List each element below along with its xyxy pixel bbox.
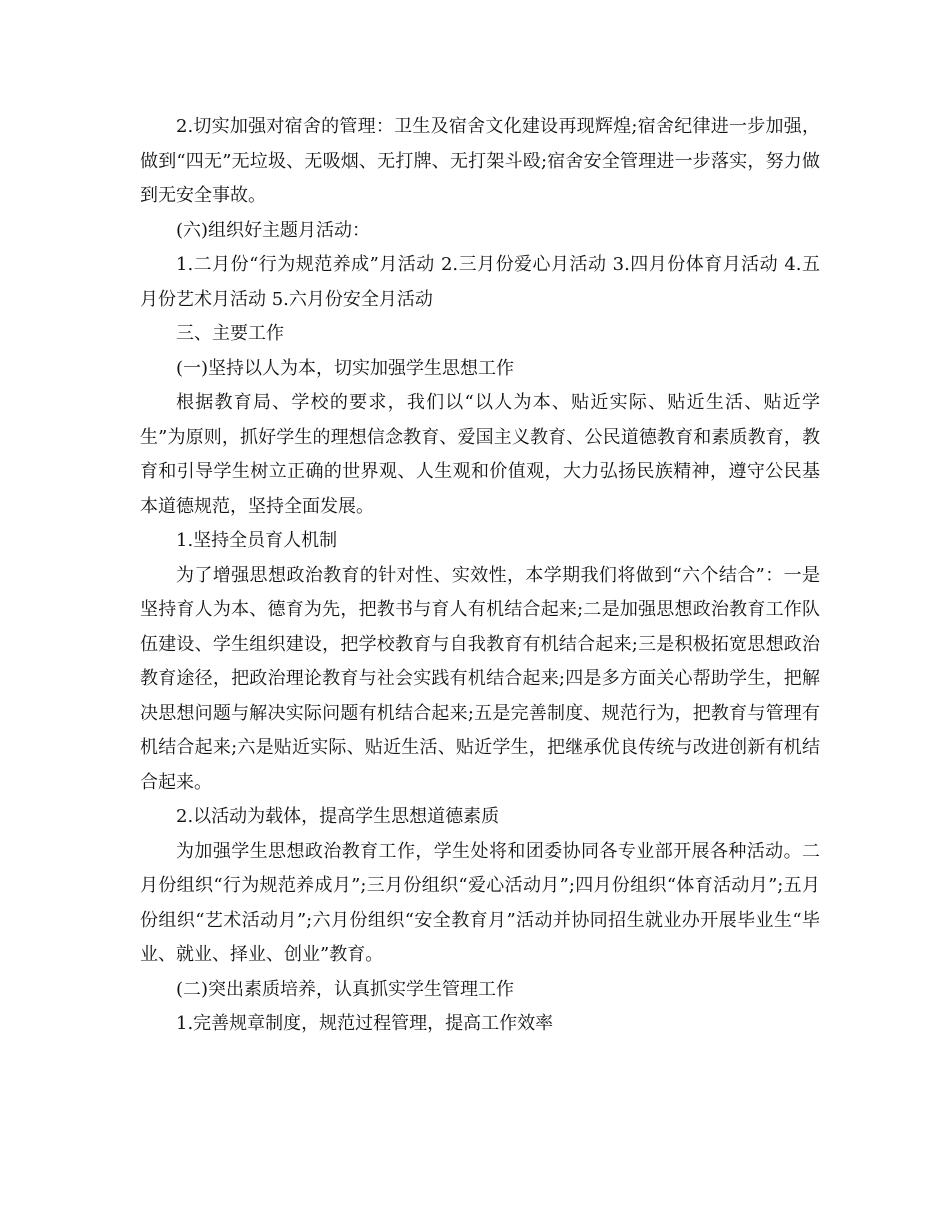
section-heading-main-work: 三、主要工作: [176, 323, 284, 344]
paragraph-six-combinations: 为了增强思想政治教育的针对性、实效性，本学期我们将做到“六个结合”：一是坚持育人为本、德育为先，把教书与育人有机结合起来;二是加强思想政治教育工作队伍建设、学生组织建设，把学校教育与自我教育有机结合起来;三是积极拓宽思想政治教育途径，把政治理论教育与社会实践有机结合起来;四是多方面关心帮助学生，把解决思想问题与解决实际问题有机结合起来;五是完善制度、规范行为，把教育与管理有机结合起来;六是贴近实际、贴近生活、贴近学生，把继承优良传统与改进创新有机结合起来。: [140, 564, 820, 793]
subsection-heading-quality-training: (二)突出素质培养，认真抓实学生管理工作: [176, 978, 515, 1000]
item-heading-activities: 2.以活动为载体，提高学生思想道德素质: [176, 806, 500, 827]
paragraph-education-principles: 根据教育局、学校的要求，我们以“以人为本、贴近实际、贴近生活、贴近学生”为原则，抓好学生的理想信念教育、爱国主义教育、公民道德教育和素质教育，教育和引导学生树立正确的世界观、人生观和价值观，大力弘扬民族精神，遵守公民基本道德规范，坚持全面发展。: [140, 392, 820, 517]
item-heading-all-staff-education: 1.坚持全员育人机制: [176, 530, 338, 551]
document-body: [140, 110, 820, 1042]
item-heading-regulations: 1.完善规章制度，规范过程管理，提高工作效率: [176, 1013, 554, 1034]
paragraph-theme-month-heading: (六)组织好主题月活动：: [176, 219, 371, 241]
subsection-heading-people-oriented: (一)坚持以人为本，切实加强学生思想工作: [176, 357, 515, 379]
paragraph-monthly-activities: 为加强学生思想政治教育工作，学生处将和团委协同各专业部开展各种活动。二月份组织“行为规范养成月”;三月份组织“爱心活动月”;四月份组织“体育活动月”;五月份组织“艺术活动月”;六月份组织“安全教育月”活动并协同招生就业办开展毕业生“毕业、就业、择业、创业”教育。: [140, 840, 820, 965]
paragraph-dormitory-management: 2.切实加强对宿舍的管理：卫生及宿舍文化建设再现辉煌;宿舍纪律进一步加强，做到“四无”无垃圾、无吸烟、无打牌、无打架斗殴;宿舍安全管理进一步落实，努力做到无安全事故。: [140, 116, 820, 206]
paragraph-theme-month-list: 1.二月份“行为规范养成”月活动 2.三月份爱心月活动 3.四月份体育月活动 4.五月份艺术月活动 5.六月份安全月活动: [140, 254, 820, 310]
